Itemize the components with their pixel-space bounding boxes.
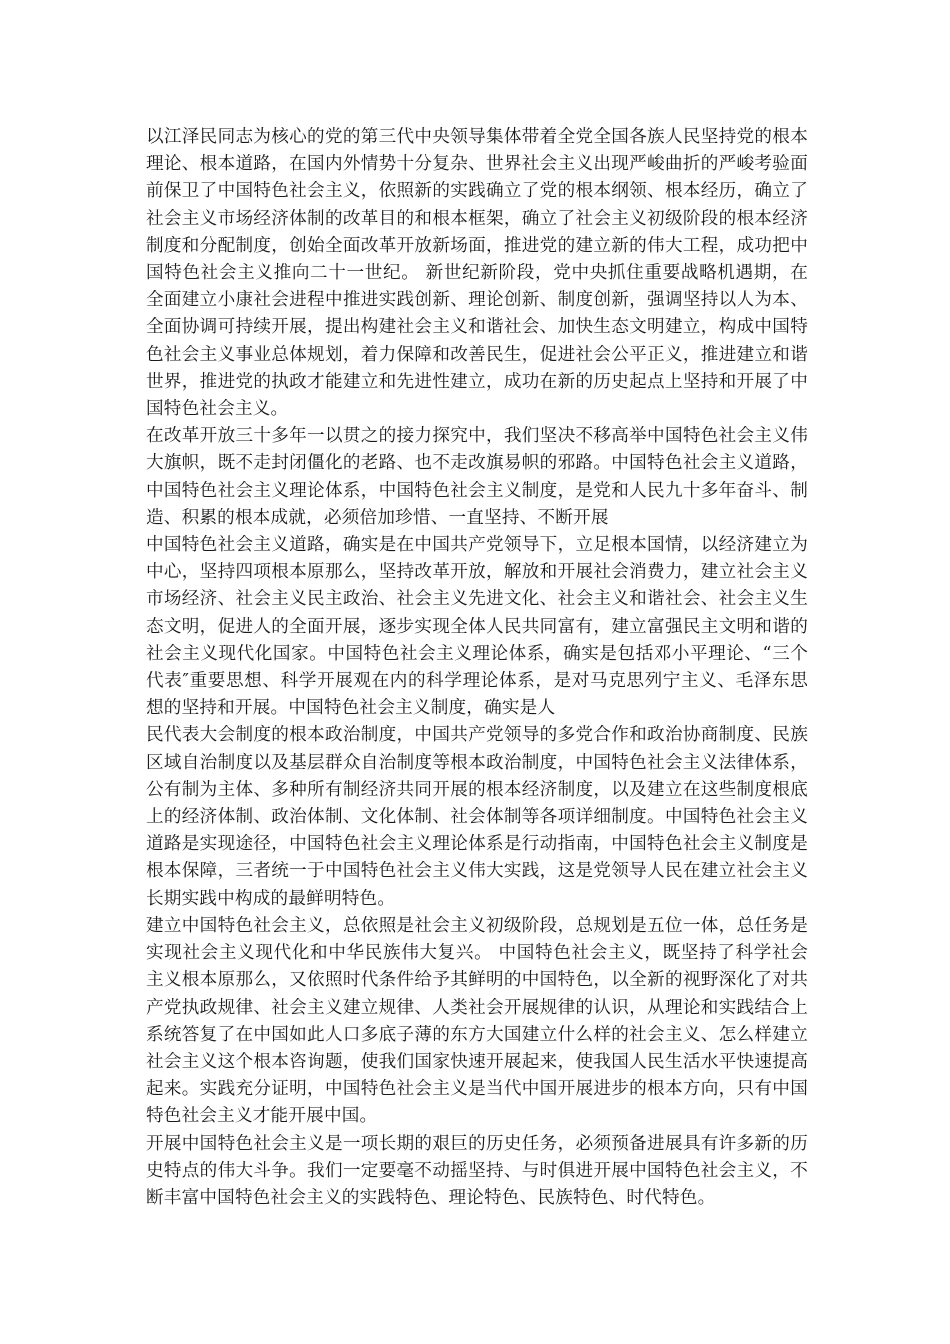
paragraph-reform-exploration: 在改革开放三十多年一以贯之的接力探究中，我们坚决不移高举中国特色社会主义伟大旗帜，既不走封闭僵化的老路、也不走改旗易帜的邪路。中国特色社会主义道路，中国特色社会主义理论体系，中国特色社会主义制度，是党和人民九十多年奋斗、制造、积累的根本成就，必须倍加珍惜、一直坚持、不断开展 <box>146 426 808 528</box>
paragraph-socialist-system: 民代表大会制度的根本政治制度，中国共产党领导的多党合作和政治协商制度、民族区域自治制度以及基层群众自治制度等根本政治制度，中国特色社会主义法律体系，公有制为主体、多种所有制经济共同开展的根本经济制度，以及建立在这些制度根底上的经济体制、政治体制、文化体制、社会体制等各项详细制度。中国特色社会主义道路是实现途径，中国特色社会主义理论体系是行动指南，中国特色社会主义制度是根本保障，三者统一于中国特色社会主义伟大实践，这是党领导人民在建立社会主义长期实践中构成的最鲜明特色。 <box>146 725 808 909</box>
document-body <box>146 124 808 1212</box>
paragraph-third-generation-leadership: 以江泽民同志为核心的党的第三代中央领导集体带着全党全国各族人民坚持党的根本理论、根本道路，在国内外情势十分复杂、世界社会主义出现严峻曲折的严峻考验面前保卫了中国特色社会主义，依照新的实践确立了党的根本纲领、根本经历，确立了社会主义市场经济体制的改革目的和根本框架，确立了社会主义初级阶段的根本经济制度和分配制度，创始全面改革开放新场面，推进党的建立新的伟大工程，成功把中国特色社会主义推向二十一世纪。 新世纪新阶段，党中央抓住重要战略机遇期，在全面建立小康社会进程中推进实践创新、理论创新、制度创新，强调坚持以人为本、全面协调可持续开展，提出构建社会主义和谐社会、加快生态文明建立，构成中国特色社会主义事业总体规划，着力保障和改善民生，促进社会公平正义，推进建立和谐世界，推进党的执政才能建立和先进性建立，成功在新的历史起点上坚持和开展了中国特色社会主义。 <box>146 127 808 420</box>
paragraph-socialist-road-definition: 中国特色社会主义道路，确实是在中国共产党领导下，立足根本国情，以经济建立为中心，坚持四项根本原那么，坚持改革开放，解放和开展社会消费力，建立社会主义市场经济、社会主义民主政治、社会主义先进文化、社会主义和谐社会、社会主义生态文明，促进人的全面开展，逐步实现全体人民共同富有，建立富强民主文明和谐的社会主义现代化国家。中国特色社会主义理论体系，确实是包括邓小平理论、“三个代表″重要思想、科学开展观在内的科学理论体系，是对马克思列宁主义、毛泽东思想的坚持和开展。中国特色社会主义制度，确实是人 <box>146 535 808 719</box>
paragraph-long-term-task: 开展中国特色社会主义是一项长期的艰巨的历史任务，必须预备进展具有许多新的历史特点的伟大斗争。我们一定要毫不动摇坚持、与时俱进开展中国特色社会主义，不断丰富中国特色社会主义的实践特色、理论特色、民族特色、时代特色。 <box>146 1133 808 1208</box>
paragraph-building-socialism: 建立中国特色社会主义，总依照是社会主义初级阶段，总规划是五位一体，总任务是实现社会主义现代化和中华民族伟大复兴。 中国特色社会主义，既坚持了科学社会主义根本原那么，又依照时代条件给予其鲜明的中国特色，以全新的视野深化了对共产党执政规律、社会主义建立规律、人类社会开展规律的认识，从理论和实践结合上系统答复了在中国如此人口多底子薄的东方大国建立什么样的社会主义、怎么样建立社会主义这个根本咨询题，使我们国家快速开展起来，使我国人民生活水平快速提高起来。实践充分证明，中国特色社会主义是当代中国开展进步的根本方向，只有中国特色社会主义才能开展中国。 <box>146 915 808 1127</box>
